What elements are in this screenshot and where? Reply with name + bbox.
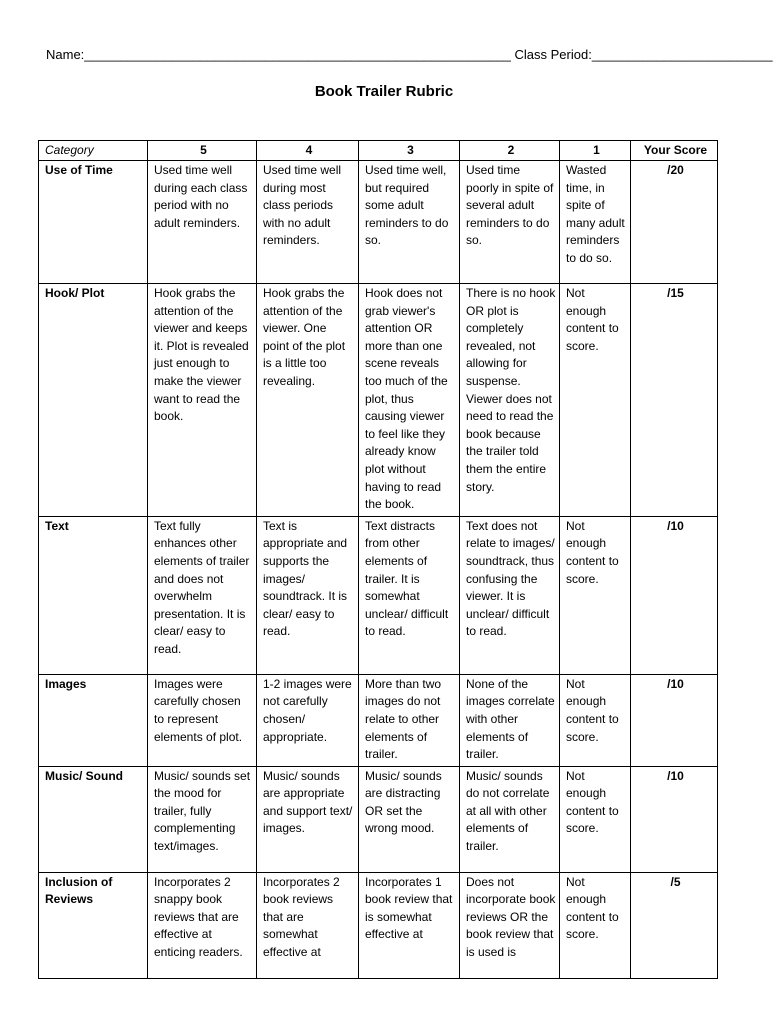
criteria-cell-3: Text distracts from other elements of trailer. It is somewhat unclear/ difficult to read. <box>359 516 460 674</box>
category-cell: Text <box>39 516 148 674</box>
name-label: Name: <box>46 47 85 62</box>
header-row <box>39 141 718 161</box>
category-cell: Inclusion of Reviews <box>39 872 148 978</box>
criteria-cell-4: Text is appropriate and supports the images/ soundtrack. It is clear/ easy to read. <box>257 516 359 674</box>
table-row <box>39 161 718 284</box>
criteria-cell-5: Images were carefully chosen to represent elements of plot. <box>148 674 257 766</box>
criteria-cell-2: There is no hook OR plot is completely revealed, not allowing for suspense. Viewer does not need to read the book because the trailer told them the entire story. <box>460 284 560 517</box>
criteria-cell-5: Text fully enhances other elements of trailer and does not overwhelm presentation. It is clear/ easy to read. <box>148 516 257 674</box>
criteria-cell-5: Used time well during each class period with no adult reminders. <box>148 161 257 284</box>
criteria-cell-3: Incorporates 1 book review that is somewhat effective at <box>359 872 460 978</box>
criteria-cell-1: Not enough content to score. <box>560 284 631 517</box>
column-header-4: 4 <box>257 141 359 161</box>
rubric-table <box>38 140 718 979</box>
score-cell[interactable]: /15 <box>631 284 718 517</box>
criteria-cell-4: Hook grabs the attention of the viewer. One point of the plot is a little too revealing. <box>257 284 359 517</box>
class-period-label: Class Period: <box>514 47 592 62</box>
column-header-2: 2 <box>460 141 560 161</box>
score-cell[interactable]: /10 <box>631 516 718 674</box>
score-cell[interactable]: /10 <box>631 766 718 872</box>
criteria-cell-4: Incorporates 2 book reviews that are somewhat effective at <box>257 872 359 978</box>
table-row <box>39 674 718 766</box>
column-header-category: Category <box>39 141 148 161</box>
table-row <box>39 872 718 978</box>
criteria-cell-5: Hook grabs the attention of the viewer and keeps it. Plot is revealed just enough to make the viewer want to read the book. <box>148 284 257 517</box>
score-cell[interactable]: /10 <box>631 674 718 766</box>
category-cell: Music/ Sound <box>39 766 148 872</box>
criteria-cell-2: Text does not relate to images/ soundtrack, thus confusing the viewer. It is unclear/ difficult to read. <box>460 516 560 674</box>
criteria-cell-4: Music/ sounds are appropriate and support text/ images. <box>257 766 359 872</box>
column-header-3: 3 <box>359 141 460 161</box>
category-cell: Images <box>39 674 148 766</box>
table-row <box>39 766 718 872</box>
column-header-5: 5 <box>148 141 257 161</box>
criteria-cell-1: Wasted time, in spite of many adult reminders to do so. <box>560 161 631 284</box>
criteria-cell-2: Does not incorporate book reviews OR the book review that is used is <box>460 872 560 978</box>
criteria-cell-3: Used time well, but required some adult reminders to do so. <box>359 161 460 284</box>
column-header-your-score: Your Score <box>631 141 718 161</box>
criteria-cell-1: Not enough content to score. <box>560 766 631 872</box>
criteria-cell-1: Not enough content to score. <box>560 674 631 766</box>
column-header-1: 1 <box>560 141 631 161</box>
table-row <box>39 284 718 517</box>
header-line <box>46 47 773 62</box>
criteria-cell-1: Not enough content to score. <box>560 516 631 674</box>
category-cell: Use of Time <box>39 161 148 284</box>
criteria-cell-2: None of the images correlate with other elements of trailer. <box>460 674 560 766</box>
class-period-blank[interactable]: _________________________ <box>591 47 773 62</box>
category-cell: Hook/ Plot <box>39 284 148 517</box>
criteria-cell-5: Music/ sounds set the mood for trailer, fully complementing text/images. <box>148 766 257 872</box>
criteria-cell-1: Not enough content to score. <box>560 872 631 978</box>
criteria-cell-4: Used time well during most class periods with no adult reminders. <box>257 161 359 284</box>
criteria-cell-3: Music/ sounds are distracting OR set the wrong mood. <box>359 766 460 872</box>
name-blank[interactable]: ___________________________________________________________ <box>84 47 511 62</box>
criteria-cell-2: Music/ sounds do not correlate at all with other elements of trailer. <box>460 766 560 872</box>
score-cell[interactable]: /20 <box>631 161 718 284</box>
table-row <box>39 516 718 674</box>
page-title: Book Trailer Rubric <box>314 83 454 100</box>
criteria-cell-3: More than two images do not relate to other elements of trailer. <box>359 674 460 766</box>
criteria-cell-4: 1-2 images were not carefully chosen/ appropriate. <box>257 674 359 766</box>
criteria-cell-5: Incorporates 2 snappy book reviews that are effective at enticing readers. <box>148 872 257 978</box>
score-cell[interactable]: /5 <box>631 872 718 978</box>
criteria-cell-3: Hook does not grab viewer's attention OR more than one scene reveals too much of the plot, thus causing viewer to feel like they already know plot without having to read the book. <box>359 284 460 517</box>
criteria-cell-2: Used time poorly in spite of several adult reminders to do so. <box>460 161 560 284</box>
